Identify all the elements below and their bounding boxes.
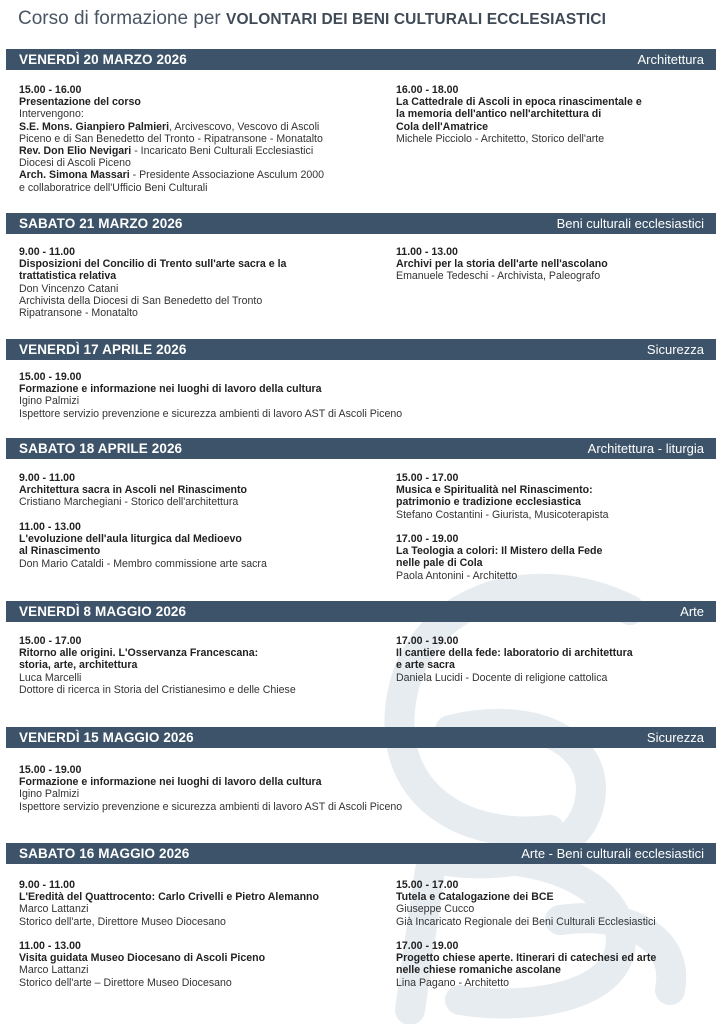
event-detail-line: Rev. Don Elio Nevigari - Incaricato Beni Culturali Ecclesiastici <box>19 145 314 158</box>
section-date: VENERDÌ 17 APRILE 2026 <box>19 342 187 357</box>
page-title <box>18 8 606 30</box>
event-detail-line: Diocesi di Ascoli Piceno <box>19 157 131 170</box>
event-detail-line: Ispettore servizio prevenzione e sicurezza ambienti di lavoro AST di Ascoli Piceno <box>19 407 403 420</box>
event-block <box>19 371 619 420</box>
section-bar <box>6 438 716 459</box>
event-block <box>396 246 716 283</box>
section-bar <box>6 49 716 70</box>
section-category: Arte <box>680 604 704 619</box>
event-block <box>396 533 716 582</box>
section-bar <box>6 601 716 622</box>
event-time: 15.00 - 16.00 <box>19 84 82 96</box>
event-detail-line: Storico dell'arte, Direttore Museo Diocesano <box>19 915 226 928</box>
event-block <box>19 940 389 989</box>
event-time: 16.00 - 18.00 <box>396 84 459 96</box>
section-date: SABATO 21 MARZO 2026 <box>19 216 183 231</box>
event-block <box>19 635 389 696</box>
event-block <box>396 84 716 145</box>
section-category: Architettura <box>637 52 704 67</box>
event-title: nelle chiese romaniche ascolane <box>396 964 561 977</box>
section-category: Sicurezza <box>646 730 704 745</box>
event-title: Il cantiere della fede: laboratorio di architettura <box>396 647 633 660</box>
event-detail-line: Cristiano Marchegiani - Storico dell'architettura <box>19 496 239 509</box>
event-detail-line: Già Incaricato Regionale dei Beni Culturali Ecclesiastici <box>396 915 656 928</box>
event-title: al Rinascimento <box>19 545 101 558</box>
event-time: 11.00 - 13.00 <box>396 246 458 258</box>
event-title: Formazione e informazione nei luoghi di lavoro della cultura <box>19 383 322 396</box>
section-bar <box>6 727 716 748</box>
event-detail-line: S.E. Mons. Gianpiero Palmieri, Arcivescovo, Vescovo di Ascoli <box>19 120 320 133</box>
event-title: L'Eredità del Quattrocento: Carlo Crivelli e Pietro Alemanno <box>19 891 319 904</box>
event-block <box>396 940 716 989</box>
event-detail-line: Ripatransone - Monatalto <box>19 307 138 320</box>
event-detail-line: Archivista della Diocesi di San Benedetto del Tronto <box>19 294 263 307</box>
event-time: 9.00 - 11.00 <box>19 246 75 258</box>
event-detail-line: Luca Marcelli <box>19 671 82 684</box>
event-title: Archivi per la storia dell'arte nell'ascolano <box>396 258 608 271</box>
event-title: La Cattedrale di Ascoli in epoca rinascimentale e <box>396 96 642 109</box>
event-time: 11.00 - 13.00 <box>19 940 81 952</box>
event-title: Architettura sacra in Ascoli nel Rinascimento <box>19 484 248 497</box>
event-title: La Teologia a colori: Il Mistero della Fede <box>396 545 603 558</box>
section-category: Beni culturali ecclesiastici <box>556 216 704 231</box>
event-time: 9.00 - 11.00 <box>19 879 75 891</box>
event-detail-line: Igino Palmizi <box>19 788 80 801</box>
section-date: VENERDÌ 15 MAGGIO 2026 <box>19 730 194 745</box>
event-block <box>19 764 619 813</box>
event-detail-line: Paola Antonini - Architetto <box>396 569 518 582</box>
event-title: storia, arte, architettura <box>19 659 138 672</box>
event-title: Tutela e Catalogazione dei BCE <box>396 891 554 904</box>
event-title: trattatistica relativa <box>19 270 117 283</box>
event-time: 17.00 - 19.00 <box>396 635 459 647</box>
event-title: Formazione e informazione nei luoghi di lavoro della cultura <box>19 776 322 789</box>
event-detail-line: Daniela Lucidi - Docente di religione cattolica <box>396 671 608 684</box>
event-block <box>19 246 389 319</box>
event-title: Disposizioni del Concilio di Trento sull'arte sacra e la <box>19 258 287 271</box>
event-time: 15.00 - 17.00 <box>396 879 459 891</box>
event-block <box>396 472 716 521</box>
section-bar <box>6 213 716 234</box>
event-time: 15.00 - 19.00 <box>19 764 82 776</box>
section-date: SABATO 16 MAGGIO 2026 <box>19 846 190 861</box>
event-detail-line: Stefano Costantini - Giurista, Musicoterapista <box>396 508 609 521</box>
event-detail-line: e collaboratrice dell'Ufficio Beni Culturali <box>19 181 208 194</box>
event-title: Presentazione del corso <box>19 96 141 109</box>
event-detail-line: Igino Palmizi <box>19 395 80 408</box>
event-time: 9.00 - 11.00 <box>19 472 75 484</box>
section-category: Arte - Beni culturali ecclesiastici <box>521 846 704 861</box>
section-date: VENERDÌ 8 MAGGIO 2026 <box>19 604 187 619</box>
event-detail-line: Piceno e di San Benedetto del Tronto - Ripatransone - Monatalto <box>19 132 323 145</box>
event-time: 15.00 - 17.00 <box>19 635 82 647</box>
event-detail-line: Ispettore servizio prevenzione e sicurezza ambienti di lavoro AST di Ascoli Piceno <box>19 800 403 813</box>
section-category: Architettura - liturgia <box>587 441 704 456</box>
section-date: SABATO 18 APRILE 2026 <box>19 441 183 456</box>
event-title: patrimonio e tradizione ecclesiastica <box>396 496 581 509</box>
section-category: Sicurezza <box>646 342 704 357</box>
section-bar <box>6 843 716 864</box>
event-detail-line: Emanuele Tedeschi - Archivista, Paleografo <box>396 270 601 283</box>
event-detail-line: Don Mario Cataldi - Membro commissione arte sacra <box>19 557 267 570</box>
page-title-highlight: VOLONTARI DEI BENI CULTURALI ECCLESIASTICI <box>226 11 606 28</box>
section-bar <box>6 339 716 360</box>
event-block <box>19 472 389 509</box>
page-title-prefix: Corso di formazione per <box>18 8 227 29</box>
event-detail-line: Michele Picciolo - Architetto, Storico dell'arte <box>396 132 605 145</box>
event-detail-line: Don Vincenzo Catani <box>19 282 119 295</box>
event-detail-line: Dottore di ricerca in Storia del Cristianesimo e delle Chiese <box>19 683 296 696</box>
event-detail-line: Giuseppe Cucco <box>396 903 475 916</box>
event-time: 15.00 - 17.00 <box>396 472 459 484</box>
event-time: 11.00 - 13.00 <box>19 521 81 533</box>
event-title: L'evoluzione dell'aula liturgica dal Medioevo <box>19 533 242 546</box>
event-detail-line: Storico dell'arte – Direttore Museo Diocesano <box>19 976 232 989</box>
event-title: Visita guidata Museo Diocesano di Ascoli Piceno <box>19 952 266 965</box>
event-time: 17.00 - 19.00 <box>396 533 459 545</box>
event-block <box>396 879 716 928</box>
event-title: Cola dell'Amatrice <box>396 120 489 133</box>
event-title: e arte sacra <box>396 659 455 672</box>
event-detail-line: Intervengono: <box>19 108 84 121</box>
event-time: 15.00 - 19.00 <box>19 371 82 383</box>
event-title: Progetto chiese aperte. Itinerari di catechesi ed arte <box>396 952 657 965</box>
event-detail-line: Marco Lattanzi <box>19 964 89 977</box>
event-title: Ritorno alle origini. L'Osservanza Francescana: <box>19 647 259 660</box>
event-block <box>19 84 389 194</box>
event-time: 17.00 - 19.00 <box>396 940 459 952</box>
event-title: nelle pale di Cola <box>396 557 483 570</box>
event-block <box>19 521 389 570</box>
event-block <box>19 879 389 928</box>
event-detail-line: Arch. Simona Massari - Presidente Associazione Asculum 2000 <box>19 169 325 182</box>
event-detail-line: Marco Lattanzi <box>19 903 89 916</box>
section-date: VENERDÌ 20 MARZO 2026 <box>19 52 187 67</box>
event-title: la memoria dell'antico nell'architettura di <box>396 108 602 121</box>
event-detail-line: Lina Pagano - Architetto <box>396 976 510 989</box>
event-block <box>396 635 716 684</box>
event-title: Musica e Spiritualità nel Rinascimento: <box>396 484 593 497</box>
